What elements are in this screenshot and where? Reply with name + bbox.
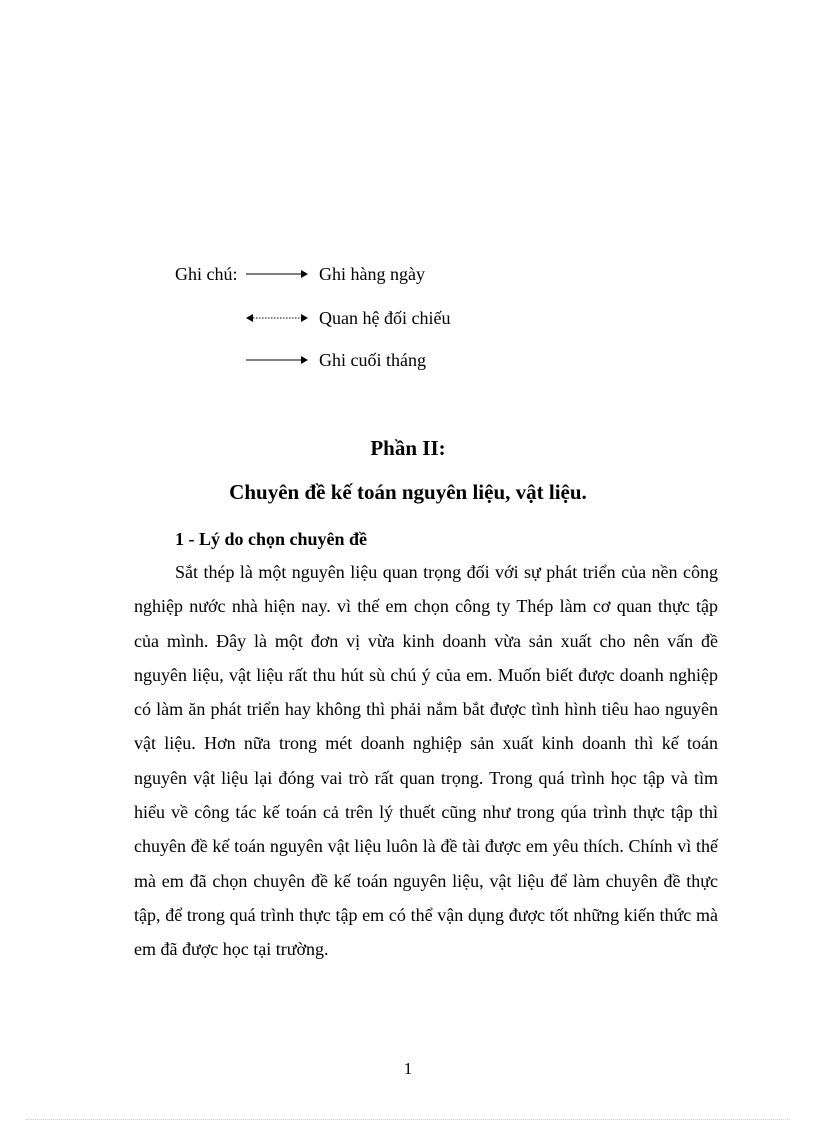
legend-label-reconcile: Quan hệ đối chiếu [319, 308, 451, 328]
page-number: 1 [403, 1059, 413, 1078]
body-paragraph: Sắt thép là một nguyên liệu quan trọng đối với sự phát triển của nền công nghiệp nước nhà hiện nay. vì thế em chọn công ty Thép làm cơ quan thực tập của mình. Đây là một đơn vị vừa kinh doanh vừa sản xuất cho nên vấn đề nguyên liệu, vật liệu rất thu hút sù chú ý của em. Muốn biết được doanh nghiệp có làm ăn phát triển hay không thì phải nắm bắt được tình hình tiêu hao nguyên vật liệu. Hơn nữa trong mét doanh nghiệp sản xuất kinh doanh thì kế toán nguyên vật liệu lại đóng vai trò rất quan trọng. Trong quá trình học tập và tìm hiểu về công tác kế toán cả trên lý thuết cũng như trong qúa trình thực tập thì chuyên đề kế toán nguyên vật liệu luôn là đề tài được em yêu thích. Chính vì thế mà em đã chọn chuyên đề kế toán nguyên liệu, vật liệu để làm chuyên đề thực tập, để trong quá trình thực tập em có thể vận dụng được tốt những kiến thức mà em đã được học tại trường. [134, 562, 718, 960]
solid-right-arrow-icon [246, 268, 308, 280]
part-heading: Phần II: [370, 436, 446, 460]
legend-prefix: Ghi chú: [175, 264, 238, 284]
chapter-title: Chuyên đề kế toán nguyên liệu, vật liệu. [229, 480, 587, 504]
legend-label-daily: Ghi hàng ngày [319, 264, 425, 284]
legend-label-monthly: Ghi cuối tháng [319, 350, 426, 370]
page-bottom-divider [26, 1119, 790, 1120]
section-title: 1 - Lý do chọn chuyên đề [175, 529, 368, 549]
solid-right-arrow-icon [246, 354, 308, 366]
dotted-double-arrow-icon [246, 312, 308, 324]
